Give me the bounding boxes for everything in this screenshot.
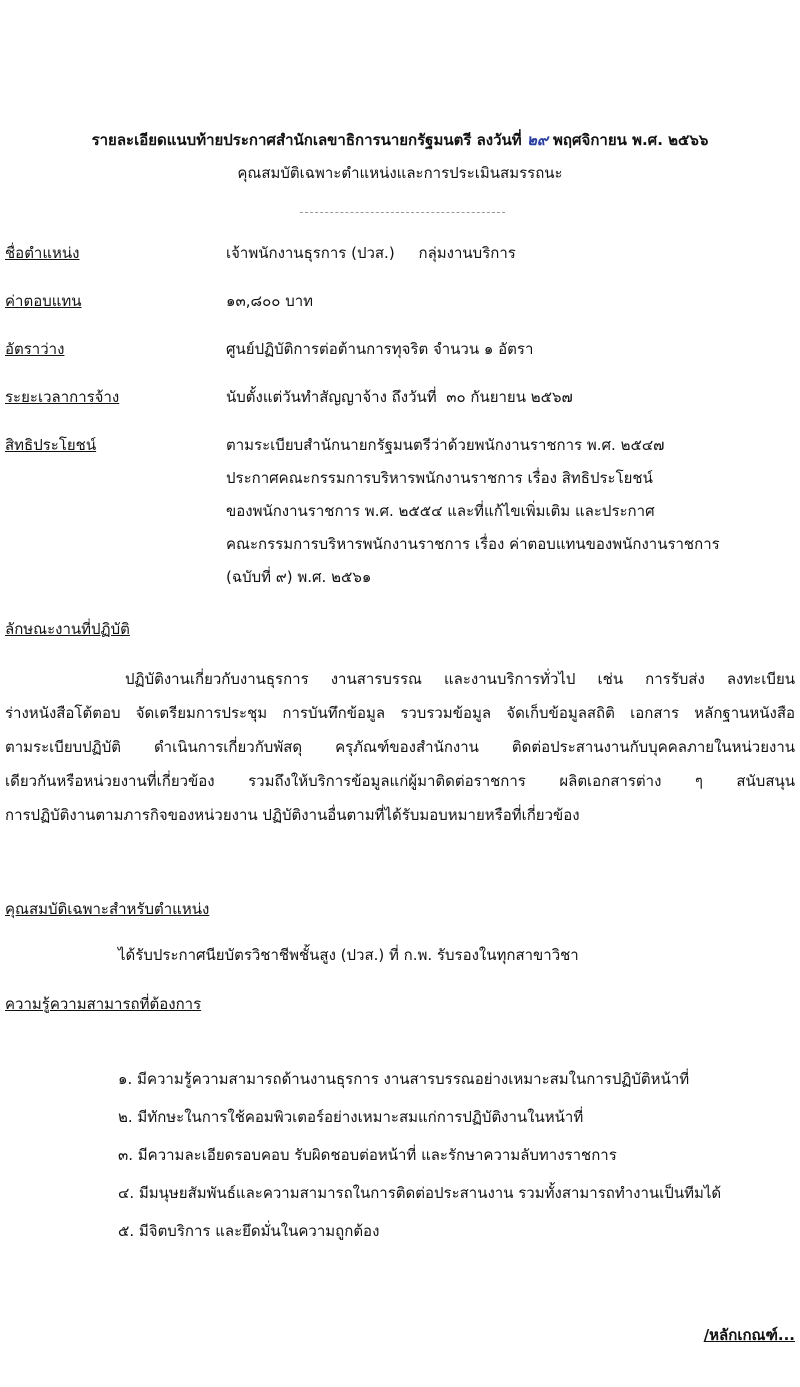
qualification-text: ได้รับประกาศนียบัตรวิชาชีพชั้นสูง (ปวส.) ที่ ก.พ. รับรองในทุกสาขาวิชา [118, 946, 579, 964]
skill-item: ๓. มีความละเอียดรอบคอบ รับผิดชอบต่อหน้าที่ และรักษาความลับทางราชการ [118, 1146, 617, 1164]
duties-line: ตามระเบียบปฏิบัติ ดำเนินการเกี่ยวกับพัสดุ ครุภัณฑ์ของสำนักงาน ติดต่อประสานงานกับบุคคลภายในหน่วยงาน [5, 738, 795, 756]
title-suffix: พฤศจิกายน พ.ศ. ๒๕๖๖ [553, 131, 709, 149]
duties-line: การปฏิบัติงานตามภารกิจของหน่วยงาน ปฏิบัติงานอื่นตามที่ได้รับมอบหมายหรือที่เกี่ยวข้อง [5, 806, 580, 824]
title-prefix: รายละเอียดแนบท้ายประกาศสำนักเลขาธิการนายกรัฐมนตรี ลงวันที่ [91, 131, 522, 149]
title-day: ๒๙ [526, 131, 548, 149]
field-value-period: นับตั้งแต่วันทำสัญญาจ้าง ถึงวันที่ ๓๐ กันยายน ๒๕๖๗ [226, 388, 573, 406]
field-label-period: ระยะเวลาการจ้าง [5, 388, 120, 406]
benefits-line: ประกาศคณะกรรมการบริหารพนักงานราชการ เรื่อง สิทธิประโยชน์ [226, 469, 653, 487]
skills-heading: ความรู้ความสามารถที่ต้องการ [5, 995, 202, 1013]
benefits-line: ตามระเบียบสำนักนายกรัฐมนตรีว่าด้วยพนักงานราชการ พ.ศ. ๒๕๔๗ [226, 436, 665, 454]
qualification-heading: คุณสมบัติเฉพาะสำหรับตำแหน่ง [5, 900, 210, 918]
benefits-line: คณะกรรมการบริหารพนักงานราชการ เรื่อง ค่าตอบแทนของพนักงานราชการ [226, 535, 720, 553]
field-value-vacancy: ศูนย์ปฏิบัติการต่อต้านการทุจริต จำนวน ๑ อัตรา [226, 340, 534, 358]
skill-item: ๕. มีจิตบริการ และยึดมั่นในความถูกต้อง [118, 1222, 380, 1240]
continuation-note: /หลักเกณฑ์... [703, 1326, 795, 1344]
document-title [0, 129, 800, 151]
duties-heading: ลักษณะงานที่ปฏิบัติ [5, 620, 130, 638]
duties-line: ปฏิบัติงานเกี่ยวกับงานธุรการ งานสารบรรณ และงานบริการทั่วไป เช่น การรับส่ง ลงทะเบียน [125, 670, 795, 688]
field-label-salary: ค่าตอบแทน [5, 292, 82, 310]
field-label-benefits: สิทธิประโยชน์ [5, 436, 97, 454]
field-value-position: เจ้าพนักงานธุรการ (ปวส.) กลุ่มงานบริการ [226, 244, 516, 262]
benefits-line: ของพนักงานราชการ พ.ศ. ๒๕๕๔ และที่แก้ไขเพิ่มเติม และประกาศ [226, 502, 655, 520]
skill-item: ๒. มีทักษะในการใช้คอมพิวเตอร์อย่างเหมาะสมแก่การปฏิบัติงานในหน้าที่ [118, 1108, 584, 1126]
divider [300, 212, 505, 213]
duties-line: เดียวกันหรือหน่วยงานที่เกี่ยวข้อง รวมถึงให้บริการข้อมูลแก่ผู้มาติดต่อราชการ ผลิตเอกสารต่าง ๆ สนับสนุน [5, 772, 795, 790]
benefits-line: (ฉบับที่ ๙) พ.ศ. ๒๕๖๑ [226, 568, 372, 586]
duties-line: ร่างหนังสือโต้ตอบ จัดเตรียมการประชุม การบันทึกข้อมูล รวบรวมข้อมูล จัดเก็บข้อมูลสถิติ เอกสาร หลักฐานหนังสือ [5, 704, 795, 722]
field-value-salary: ๑๓,๘๐๐ บาท [226, 292, 314, 310]
document-subtitle: คุณสมบัติเฉพาะตำแหน่งและการประเมินสมรรถนะ [237, 164, 563, 182]
skill-item: ๔. มีมนุษยสัมพันธ์และความสามารถในการติดต่อประสานงาน รวมทั้งสามารถทำงานเป็นทีมได้ [118, 1184, 722, 1202]
field-label-vacancy: อัตราว่าง [5, 340, 65, 358]
skill-item: ๑. มีความรู้ความสามารถด้านงานธุรการ งานสารบรรณอย่างเหมาะสมในการปฏิบัติหน้าที่ [118, 1070, 690, 1088]
field-label-position: ชื่อตำแหน่ง [5, 244, 80, 262]
